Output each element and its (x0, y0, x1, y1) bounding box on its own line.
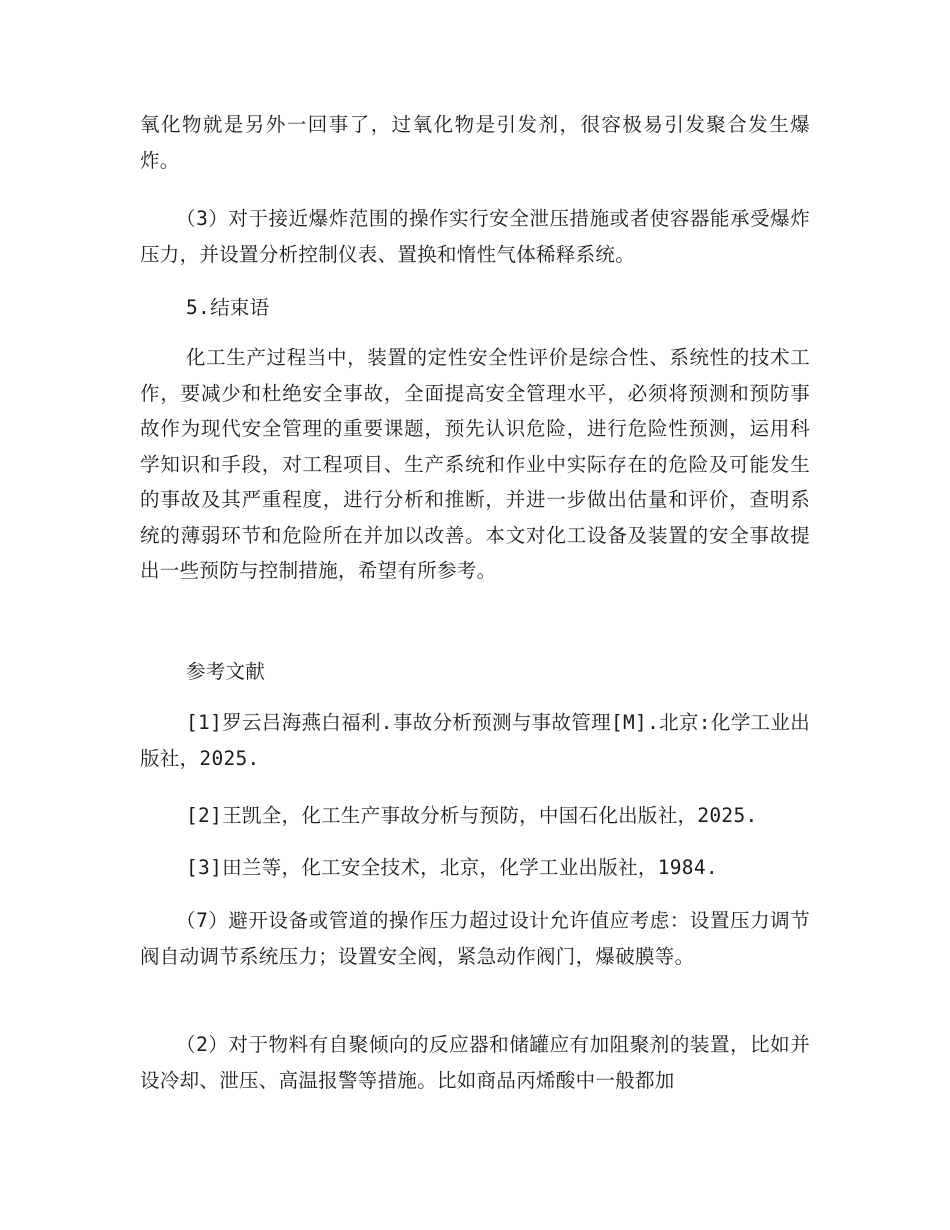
section-heading: 5.结束语 (186, 296, 270, 319)
paragraph-item-2: （2）对于物料有自聚倾向的反应器和储罐应有加阻聚剂的装置，比如并设冷却、泄压、高温报警等措施。比如商品丙烯酸中一般都加 (140, 1033, 810, 1092)
paragraph-item-3: （3）对于接近爆炸范围的操作实行安全泄压措施或者使容器能承受爆炸压力，并设置分析控制仪表、置换和惰性气体稀释系统。 (140, 207, 810, 266)
paragraph-continuation: 氧化物就是另外一回事了，过氧化物是引发剂，很容极易引发聚合发生爆炸。 (140, 113, 810, 172)
paragraph-item-7: （7）避开设备或管道的操作压力超过设计允许值应考虑：设置压力调节阀自动调节系统压力；设置安全阀，紧急动作阀门，爆破膜等。 (140, 909, 810, 968)
reference-item-1: [1]罗云吕海燕白福利.事故分析预测与事故管理[M].北京:化学工业出版社，2025. (140, 711, 810, 770)
paragraph-conclusion: 化工生产过程当中，装置的定性安全性评价是综合性、系统性的技术工作，要减少和杜绝安全事故，全面提高安全管理水平，必须将预测和预防事故作为现代安全管理的重要课题，预先认识危险，进行危险性预测，运用科学知识和手段，对工程项目、生产系统和作业中实际存在的危险及可能发生的事故及其严重程度，进行分析和推断，并进一步做出估量和评价，查明系统的薄弱环节和危险所在并加以改善。本文对化工设备及装置的安全事故提出一些预防与控制措施，希望有所参考。 (140, 346, 810, 582)
reference-item-3: [3]田兰等，化工安全技术，北京，化学工业出版社，1984. (186, 856, 718, 879)
references-heading: 参考文献 (186, 660, 266, 683)
reference-item-2: [2]王凯全，化工生产事故分析与预防，中国石化出版社，2025. (186, 804, 758, 827)
